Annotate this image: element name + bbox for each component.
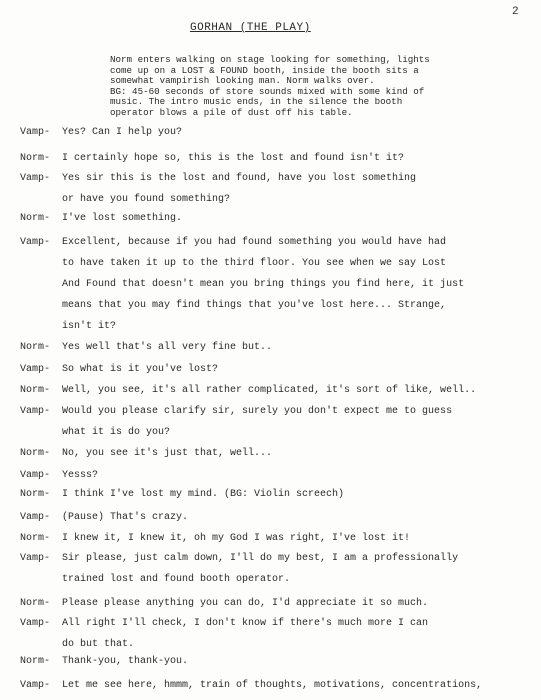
dialogue-entry [0,598,541,612]
dialogue-line: Yesss? [62,470,99,481]
speaker-name: Vamp- [20,127,51,138]
page-title: GORHAN (THE PLAY) [190,22,311,34]
dialogue-line: I think I've lost my mind. (BG: Violin screech) [62,489,345,500]
dialogue-entry [0,364,541,378]
speaker-name: Norm- [20,153,51,164]
dialogue-line: Well, you see, it's all rather complicated, it's sort of like, well.. [62,385,477,396]
dialogue-line: Excellent, because if you had found something you would have had [62,237,447,248]
dialogue-entry [0,489,541,503]
dialogue-line: Would you please clarify sir, surely you don't expect me to guess [62,406,453,417]
dialogue-entry [0,385,541,399]
speaker-name: Vamp- [20,173,51,184]
dialogue-entry [0,153,541,167]
speaker-name: Vamp- [20,237,51,248]
speaker-name: Vamp- [20,470,51,481]
dialogue-entry [0,127,541,141]
speaker-name: Norm- [20,489,51,500]
dialogue-entry [0,342,541,356]
dialogue-entry [0,213,541,227]
speaker-name: Norm- [20,342,51,353]
dialogue-entry [0,470,541,484]
dialogue-line: Please please anything you can do, I'd appreciate it so much. [62,598,429,609]
dialogue-entry [0,680,541,694]
dialogue-continuation: what it is do you? [62,427,171,438]
dialogue-entry [0,533,541,547]
stage-direction-line: music. The intro music ends, in the silence the booth [110,96,403,107]
dialogue-continuation: or have you found something? [62,194,231,205]
dialogue-entry [0,237,541,332]
speaker-name: Vamp- [20,680,51,691]
speaker-name: Norm- [20,385,51,396]
dialogue-line: I've lost something. [62,213,183,224]
dialogue-line: Sir please, just calm down, I'll do my best, I am a professionally [62,553,459,564]
speaker-name: Norm- [20,213,51,224]
dialogue-entry [0,448,541,462]
dialogue-line: Yes sir this is the lost and found, have you lost something [62,173,417,184]
dialogue-continuation: And Found that doesn't mean you bring things you find here, it just [62,279,465,290]
speaker-name: Vamp- [20,553,51,564]
dialogue-line: Yes? Can I help you? [62,127,183,138]
dialogue-entry [0,173,541,205]
dialogue-entry [0,656,541,670]
dialogue-continuation: means that you may find things that you've lost here... Strange, [62,300,447,311]
dialogue-entry [0,618,541,650]
dialogue-line: Thank-you, thank-you. [62,656,189,667]
speaker-name: Vamp- [20,512,51,523]
dialogue-continuation: isn't it? [62,321,117,332]
dialogue-continuation: trained lost and found booth operator. [62,574,291,585]
dialogue-entry [0,553,541,585]
dialogue-line: I knew it, I knew it, oh my God I was right, I've lost it! [62,533,411,544]
dialogue-line: No, you see it's just that, well... [62,448,273,459]
dialogue-line: So what is it you've lost? [62,364,219,375]
stage-direction-line: come up on a LOST & FOUND booth, inside the booth sits a [110,64,419,76]
speaker-name: Norm- [20,533,51,544]
speaker-name: Norm- [20,448,51,459]
dialogue-line: Let me see here, hmmm, train of thoughts, motivations, concentrations, [62,680,483,691]
page-number: 2 [512,6,519,18]
stage-direction-line: somewhat vampirish looking man. Norm walks over. [110,75,375,86]
dialogue-line: (Pause) That's crazy. [62,512,189,523]
stage-direction-line: operator blows a pile of dust off his table. [110,106,353,118]
dialogue-entry [0,512,541,526]
speaker-name: Norm- [20,656,51,667]
speaker-name: Vamp- [20,364,51,375]
dialogue-continuation: do but that. [62,639,135,650]
dialogue-line: All right I'll check, I don't know if there's much more I can [62,618,429,629]
speaker-name: Norm- [20,598,51,609]
speaker-name: Vamp- [20,406,51,417]
dialogue-line: I certainly hope so, this is the lost and found isn't it? [62,153,405,164]
dialogue-entry [0,406,541,438]
dialogue-continuation: to have taken it up to the third floor. You see when we say Lost [62,258,447,269]
dialogue-line: Yes well that's all very fine but.. [62,342,273,353]
stage-direction-line: Norm enters walking on stage looking for something, lights [110,54,430,65]
stage-direction-line: BG: 45-60 seconds of store sounds mixed with some kind of [110,85,425,97]
speaker-name: Vamp- [20,618,51,629]
